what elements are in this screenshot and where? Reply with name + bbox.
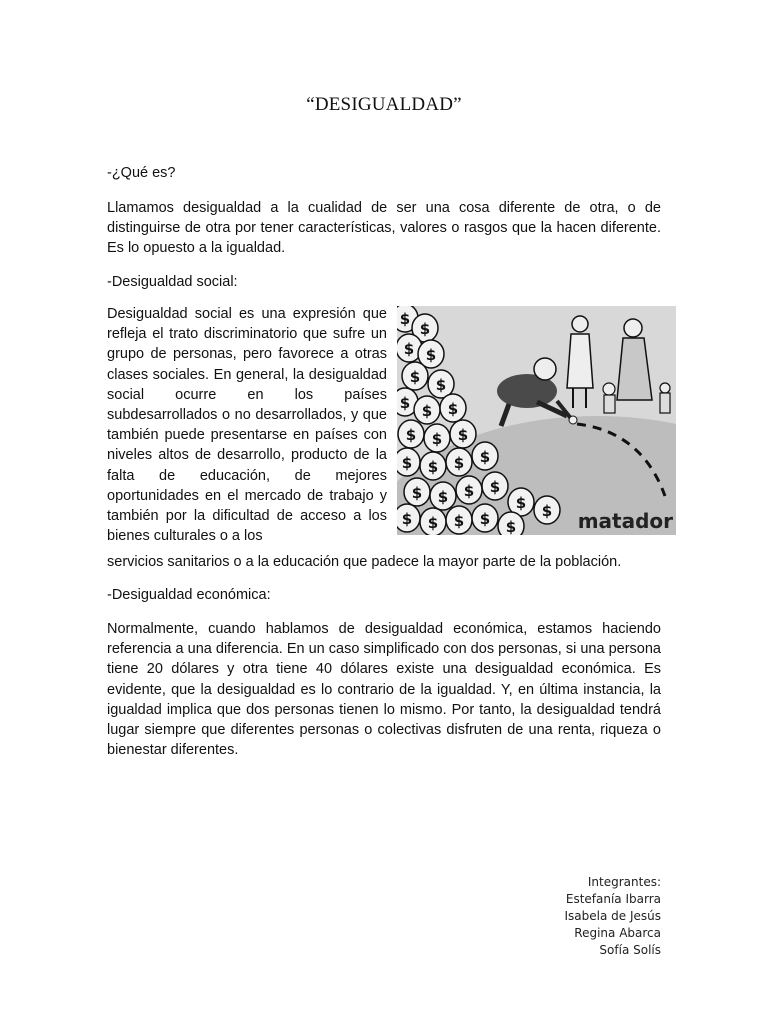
dollar-sign: $ xyxy=(453,512,465,530)
dollar-sign: $ xyxy=(425,346,437,364)
member-name: Estefanía Ibarra xyxy=(565,892,661,906)
member-name: Isabela de Jesús xyxy=(564,909,661,923)
dollar-sign: $ xyxy=(399,394,411,412)
document-title: “DESIGUALDAD” xyxy=(306,94,462,115)
dollar-sign: $ xyxy=(427,458,439,476)
dollar-sign: $ xyxy=(401,454,413,472)
dollar-sign: $ xyxy=(447,400,459,418)
section-body-economic: Normalmente, cuando hablamos de desigualdad económica, estamos haciendo referencia a una diferencia. En un caso simplificado con dos personas, si una persona tiene 20 dólares y otra tiene 40 dólares existe una desigualdad económica. Es evidente, que la desigualdad es lo contrario de la igualdad. Y, en última instancia, la igualdad implica que dos personas tienen lo mismo. Por tanto, la desigualdad tendrá lugar siempre que diferentes personas o colectivas disfruten de una renta, riqueza o bienestar diferentes. xyxy=(107,621,661,759)
dollar-sign: $ xyxy=(421,402,433,420)
members-block xyxy=(461,874,661,959)
cartoon-drawing xyxy=(397,306,676,535)
dollar-sign: $ xyxy=(427,514,439,532)
dollar-sign: $ xyxy=(437,488,449,506)
section-body-social-tail: servicios sanitarios o a la educación que padece la mayor parte de la población. xyxy=(107,554,622,570)
section-heading-social: -Desigualdad social: xyxy=(107,274,238,290)
section-body-social: Desigualdad social es una expresión que refleja el trato discriminatorio que sufre un grupo de personas, pero favorece a otras clases sociales. En general, la desigualdad social ocurre en los países subdesarrollados o no desarrollados, y que también puede presentarse en países con niveles altos de desarrollo, producto de la falta de educación, de mejores oportunidades en el mercado de trabajo y también por la dificultad de acceso a los bienes culturales o a los xyxy=(107,306,387,545)
dollar-sign: $ xyxy=(409,368,421,386)
dollar-sign: $ xyxy=(403,340,415,358)
dollar-sign: $ xyxy=(505,518,517,535)
dollar-sign: $ xyxy=(479,510,491,528)
dollar-sign: $ xyxy=(479,448,491,466)
dollar-sign: $ xyxy=(401,510,413,528)
dollar-sign: $ xyxy=(411,484,423,502)
member-name: Regina Abarca xyxy=(574,926,661,940)
dollar-sign: $ xyxy=(431,430,443,448)
dollar-sign: $ xyxy=(399,310,411,328)
dollar-sign: $ xyxy=(489,478,501,496)
dollar-sign: $ xyxy=(405,426,417,444)
section-heading-economic: -Desigualdad económica: xyxy=(107,587,271,603)
section-body-what-is: Llamamos desigualdad a la cualidad de ser una cosa diferente de otra, o de distinguirse de otra por tener características, valores o rasgos que la hacen diferente. Es lo opuesto a la igualdad. xyxy=(107,200,661,257)
dollar-sign: $ xyxy=(463,482,475,500)
dollar-sign: $ xyxy=(515,494,527,512)
dollar-sign: $ xyxy=(541,502,553,520)
dollar-sign: $ xyxy=(457,426,469,444)
dollar-sign: $ xyxy=(453,454,465,472)
member-name: Sofía Solís xyxy=(599,943,661,957)
cartoon-signature: matador xyxy=(577,509,673,533)
section-heading-what-is: -¿Qué es? xyxy=(107,165,176,181)
members-heading: Integrantes: xyxy=(587,875,661,889)
inequality-cartoon-image xyxy=(397,306,676,535)
dollar-sign: $ xyxy=(419,320,431,338)
dollar-sign: $ xyxy=(435,376,447,394)
